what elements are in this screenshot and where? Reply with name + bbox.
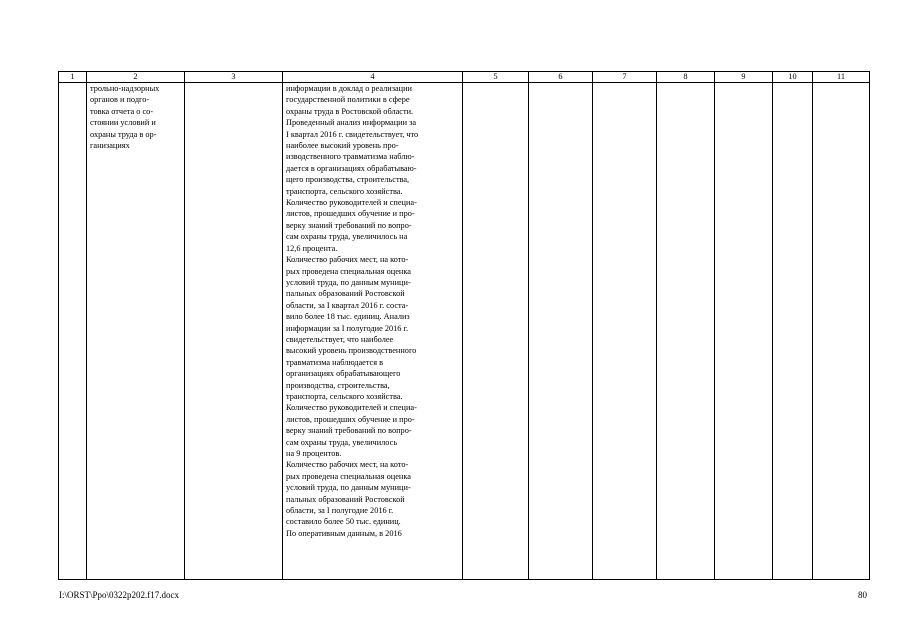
- column-header-11: 11: [813, 72, 870, 83]
- cell-col-7: [593, 83, 657, 580]
- column-header-7: 7: [593, 72, 657, 83]
- cell-col-1: [59, 83, 87, 580]
- cell-col-5: [463, 83, 529, 580]
- column-header-10: 10: [773, 72, 813, 83]
- cell-col-4: [283, 83, 463, 580]
- column-header-6: 6: [529, 72, 593, 83]
- report-table: [58, 71, 870, 580]
- cell-col-10: [773, 83, 813, 580]
- cell-col-6: [529, 83, 593, 580]
- cell-col-2-text: трольно-надзорных органов и подго- товка отчета о со- стоянии условий и охраны труда в ор- ганизациях: [90, 84, 160, 151]
- cell-col-9: [715, 83, 773, 580]
- table-row: [59, 83, 870, 580]
- column-header-1: 1: [59, 72, 87, 83]
- cell-col-2: [87, 83, 185, 580]
- footer-page-number: 80: [858, 590, 867, 600]
- cell-col-11: [813, 83, 870, 580]
- footer-file-path: I:\ORST\Ppo\0322p202.f17.docx: [59, 590, 180, 600]
- column-header-9: 9: [715, 72, 773, 83]
- cell-col-4-text: информации в доклад о реализации государственной политики в сфере охраны труда в Ростовской области. Проведенный анализ информации за I квартал 2016 г. свидетельствует, что наиболее высокий уровень про- изводственного травматизма наблю- дается в организациях обрабатываю- щего производства, строительства, транспорта, сельского хозяйства. Количество руководителей и специа- листов, прошедших обучение и про- верку знаний требований по вопро- сам охраны труда, увеличилось на 12,6 процента. Количество рабочих мест, на кото- рых проведена специальная оценка условий труда, по данным муници- пальных образований Ростовской области, за I квартал 2016 г. соста- вило более 18 тыс. единиц. Анализ информации за I полугодие 2016 г. свидетельствует, что наиболее высокий уровень производственного травматизма наблюдается в организациях обрабатывающего производства, строительства, транспорта, сельского хозяйства. Количество руководителей и специа- листов, прошедших обучение и про- верку знаний требований по вопро- сам охраны труда, увеличилось на 9 процентов. Количество рабочих мест, на кото- рых проведена специальная оценка условий труда, по данным муници- пальных образований Ростовской области, за I полугодие 2016 г. составило более 50 тыс. единиц. По оперативным данным, в 2016: [286, 84, 419, 538]
- column-header-8: 8: [657, 72, 715, 83]
- cell-col-3: [185, 83, 283, 580]
- column-header-2: 2: [87, 72, 185, 83]
- column-header-3: 3: [185, 72, 283, 83]
- table-header-row: [59, 72, 870, 83]
- column-header-5: 5: [463, 72, 529, 83]
- column-header-4: 4: [283, 72, 463, 83]
- cell-col-8: [657, 83, 715, 580]
